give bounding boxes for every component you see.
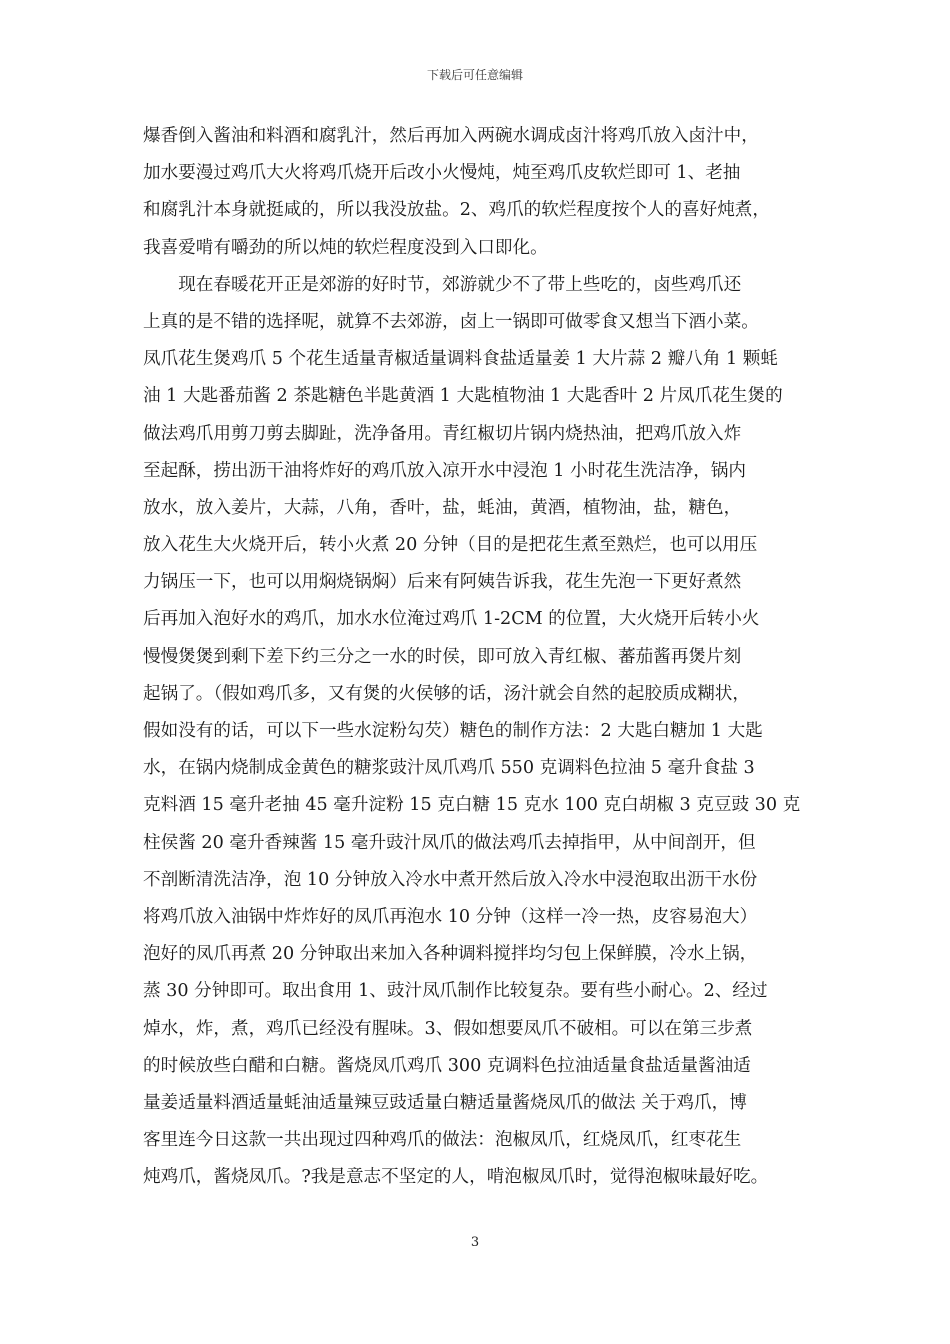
page-header: 下载后可任意编辑 [426,68,523,82]
text-line: 不剖断清洗洁净，泡 10 分钟放入冷水中煮开然后放入冷水中浸泡取出沥干水份 [143,869,758,890]
text-line: 柱侯酱 20 毫升香辣酱 15 毫升豉汁凤爪的做法鸡爪去掉指甲，从中间剖开，但 [143,832,756,853]
text-line: 做法鸡爪用剪刀剪去脚趾，洗净备用。青红椒切片锅内烧热油，把鸡爪放入炸 [143,423,742,444]
text-line: 炖鸡爪，酱烧凤爪。?我是意志不坚定的人，啃泡椒凤爪时，觉得泡椒味最好吃。 [143,1167,769,1188]
body-text [143,118,823,1196]
text-line: 后再加入泡好水的鸡爪，加水水位淹过鸡爪 1-2CM 的位置，大火烧开后转小火 [143,609,760,630]
text-line: 蒸 30 分钟即可。取出食用 1、豉汁凤爪制作比较复杂。要有些小耐心。2、经过 [143,981,768,1002]
text-line: 力锅压一下，也可以用焖烧锅焖）后来有阿姨告诉我，花生先泡一下更好煮然 [143,572,742,593]
page-number: 3 [470,1235,480,1250]
text-line: 克料酒 15 毫升老抽 45 毫升淀粉 15 克白糖 15 克水 100 克白胡椒 3 克豆豉 30 克 [143,795,801,816]
text-line: 的时候放些白醋和白糖。酱烧凤爪鸡爪 300 克调料色拉油适量食盐适量酱油适 [143,1055,751,1076]
text-line: 将鸡爪放入油锅中炸炸好的凤爪再泡水 10 分钟（这样一冷一热，皮容易泡大） [143,906,758,927]
text-line: 水，在锅内烧制成金黄色的糖浆豉汁凤爪鸡爪 550 克调料色拉油 5 毫升食盐 3 [143,758,755,779]
text-line: 放入花生大火烧开后，转小火煮 20 分钟（目的是把花生煮至熟烂，也可以用压 [143,535,758,556]
text-line: 量姜适量料酒适量蚝油适量辣豆豉适量白糖适量酱烧凤爪的做法 关于鸡爪，博 [143,1092,747,1113]
text-line: 凤爪花生煲鸡爪 5 个花生适量青椒适量调料食盐适量姜 1 大片蒜 2 瓣八角 1 颗蚝 [143,349,778,370]
text-line: 泡好的凤爪再煮 20 分钟取出来加入各种调料搅拌均匀包上保鲜膜，冷水上锅， [143,944,758,965]
text-line: 我喜爱啃有嚼劲的所以炖的软烂程度没到入口即化。 [143,237,548,258]
text-line: 爆香倒入酱油和料酒和腐乳汁，然后再加入两碗水调成卤汁将鸡爪放入卤汁中， [143,126,759,146]
text-line: 假如没有的话，可以下一些水淀粉勾芡）糖色的制作方法：2 大匙白糖加 1 大匙 [143,721,763,741]
text-line: 加水要漫过鸡爪大火将鸡爪烧开后改小火慢炖，炖至鸡爪皮软烂即可 1、老抽 [143,163,741,184]
text-line: 油 1 大匙番茄酱 2 茶匙糖色半匙黄酒 1 大匙植物油 1 大匙香叶 2 片凤爪花生煲的 [143,386,783,407]
text-line: 起锅了。（假如鸡爪多，又有煲的火侯够的话，汤汁就会自然的起胶质成糊状， [143,683,750,704]
text-line: 至起酥，捞出沥干油将炸好的鸡爪放入凉开水中浸泡 1 小时花生洗洁净，锅内 [143,460,746,481]
text-line: 放水，放入姜片，大蒜，八角，香叶，盐，蚝油，黄酒，植物油，盐，糖色， [143,497,742,518]
text-line: 客里连今日这款一共出现过四种鸡爪的做法：泡椒凤爪，红烧凤爪，红枣花生 [143,1130,742,1151]
text-line: 和腐乳汁本身就挺咸的，所以我没放盐。2、鸡爪的软烂程度按个人的喜好炖煮， [143,200,770,221]
text-line: 慢慢煲煲到剩下差下约三分之一水的时侯，即可放入青红椒、蕃茄酱再煲片刻 [143,646,742,667]
text-line: 焯水，炸，煮，鸡爪已经没有腥味。3、假如想要凤爪不破相。可以在第三步煮 [143,1018,753,1039]
text-line: 现在春暖花开正是郊游的好时节，郊游就少不了带上些吃的，卤些鸡爪还 [143,274,742,295]
text-line: 上真的是不错的选择呢，就算不去郊游，卤上一锅即可做零食又想当下酒小菜。 [143,311,759,332]
